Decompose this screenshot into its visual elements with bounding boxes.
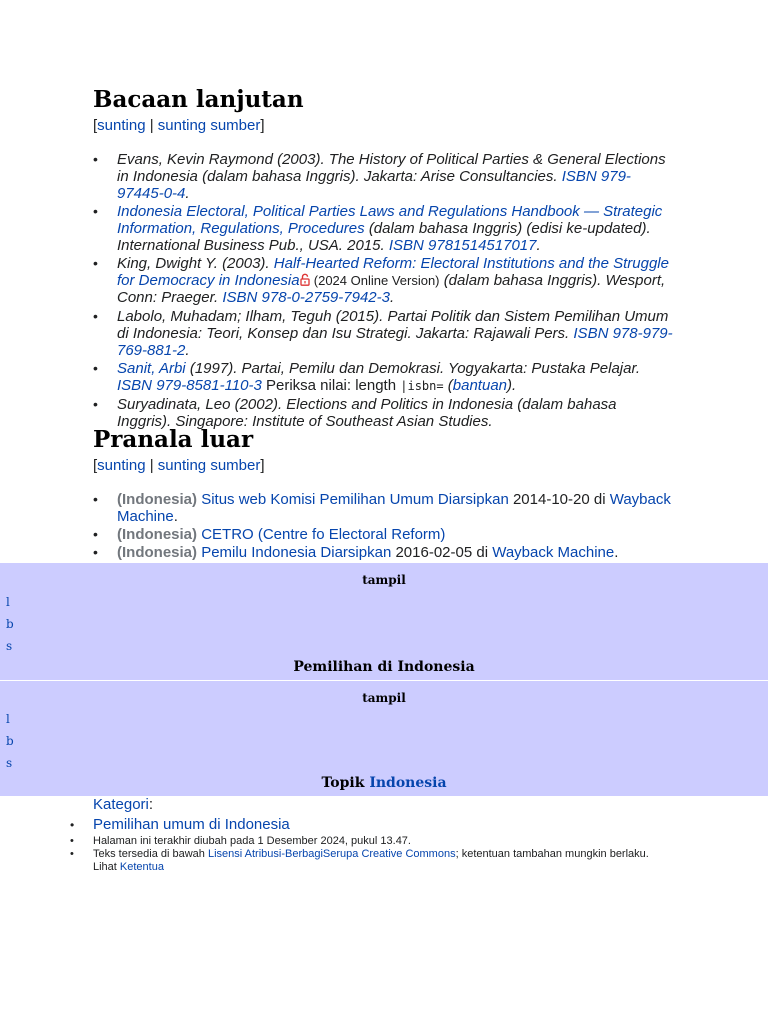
ref-title-link[interactable]: Indonesia Electoral, Political Parties Laws and Regulations Handbook — Strategic Information, Regulations, Procedures (117, 203, 663, 238)
section-heading-external-links: Pranala luar (93, 426, 254, 453)
isbn-error-text: Periksa nilai: length (266, 376, 397, 394)
ref-edition: (edisi ke-updated). International Business Pub., USA. 2015. (117, 220, 651, 255)
navbox-title-link[interactable]: Indonesia (369, 775, 447, 791)
external-link[interactable]: Situs web Komisi Pemilihan Umum Diarsipkan (201, 491, 509, 508)
ref-language: (dalam bahasa Inggris) (443, 272, 598, 290)
help-link[interactable]: bantuan (452, 376, 508, 394)
isbn-label-link[interactable]: ISBN (388, 237, 424, 255)
list-item: • Labolo, Muhadam; Ilham, Teguh (2015). Partai Politik dan Sistem Pemilihan Umum di Indonesia: Teori, Konsep dan Isu Strategi. Jakarta: Rajawali Pers. ISBN 978-979-769-881-2. (93, 308, 673, 359)
ref-language: (dalam bahasa Inggris) (117, 395, 617, 430)
categories: Kategori: • Pemilihan umum di Indonesia (93, 795, 673, 835)
list-item: • Indonesia Electoral, Political Parties Laws and Regulations Handbook — Strategic Information, Regulations, Procedures (dalam bahasa Inggris) (edisi ke-updated). International Business Pub., USA. 2015. ISBN 9781514517017. (93, 203, 673, 254)
language-label: (Indonesia) (117, 491, 198, 508)
ref-title-link[interactable]: Half-Hearted Reform: Electoral Institutions and the Struggle for Democracy in Indonesia (117, 255, 669, 290)
last-modified-text: Halaman ini terakhir diubah pada 1 Desember 2024, pukul 13.47. (93, 835, 411, 847)
wayback-link[interactable]: Wayback Machine (117, 491, 671, 525)
ref-publisher: . Singapore: Institute of Southeast Asian Studies. (167, 412, 493, 430)
license-link[interactable]: Lisensi Atribusi-BerbagiSerupa Creative Commons (207, 848, 456, 860)
ref-publisher: . Wesport, Conn: Praeger. (117, 272, 666, 307)
category-link[interactable]: Pemilihan umum di Indonesia (93, 816, 290, 833)
navbox-toggle[interactable]: tampil (362, 573, 406, 587)
license-prefix: Teks tersedia di bawah (93, 848, 205, 860)
list-item: • Evans, Kevin Raymond (2003). The History of Political Parties & General Elections in Indonesia (dalam bahasa Inggris). Jakarta: Arise Consultancies. ISBN 979-97445-0-4. (93, 151, 673, 202)
language-label: (Indonesia) (117, 544, 198, 562)
ref-title: Partai Politik dan Sistem Pemilihan Umum di Indonesia: Teori, Konsep dan Isu Strategi (117, 307, 669, 342)
list-item (93, 396, 673, 430)
edit-section-links: [sunting | sunting sumber] (93, 117, 265, 134)
navbox-edit-link[interactable]: s (6, 639, 13, 653)
navbox-edit-link[interactable]: s (6, 756, 13, 770)
edit-link[interactable]: sunting (97, 117, 146, 134)
navbox-view-link[interactable]: l (6, 595, 10, 609)
terms-link[interactable]: Ketentua (119, 861, 164, 873)
ref-title: Elections and Politics in Indonesia (286, 395, 514, 413)
archive-date: 2016-02-05 (395, 544, 473, 562)
section-heading-further-reading: Bacaan lanjutan (93, 86, 304, 113)
categories-link[interactable]: Kategori (93, 796, 149, 813)
isbn-label-link[interactable]: ISBN (222, 289, 258, 307)
archive-preposition: di (593, 491, 606, 508)
footer-last-modified: • Halaman ini terakhir diubah pada 1 Desember 2024, pukul 13.47. (70, 835, 411, 847)
footer (70, 835, 653, 874)
external-link-list (93, 491, 673, 561)
edit-source-link[interactable]: sunting sumber (157, 457, 261, 474)
external-link[interactable]: CETRO (Centre fo Electoral Reform) (201, 526, 446, 544)
navbox-talk-link[interactable]: b (6, 617, 14, 631)
ref-author: King, Dwight Y. (2003). (117, 255, 270, 273)
edit-source-link[interactable]: sunting sumber (157, 117, 261, 134)
isbn-link[interactable]: 9781514517017 (428, 237, 537, 255)
isbn-link[interactable]: 978-0-2759-7942-3 (261, 289, 390, 307)
isbn-error-code: |isbn= (400, 378, 444, 393)
ref-author: Suryadinata, Leo (2002). (117, 395, 283, 413)
ref-year: (1997). (189, 359, 238, 377)
isbn-label-link[interactable]: ISBN (117, 376, 153, 394)
navbox-view-link[interactable]: l (6, 712, 10, 726)
list-item (93, 526, 673, 543)
isbn-link[interactable]: 979-8581-110-3 (156, 376, 262, 394)
navbox-title: Pemilihan di Indonesia (293, 659, 475, 675)
ref-author-link[interactable]: Sanit, Arbi (117, 359, 186, 377)
ref-publisher: . Jakarta: Arise Consultancies. (355, 168, 558, 185)
list-item: • Sanit, Arbi (1997). Partai, Pemilu dan Demokrasi. Yogyakarta: Pustaka Pelajar. ISBN 979-8581-110-3 Periksa nilai: length |isbn= (bantuan). (93, 360, 673, 395)
edit-section-links: [sunting | sunting sumber] (93, 457, 265, 474)
external-links-section (93, 426, 673, 563)
external-link[interactable]: Pemilu Indonesia Diarsipkan (201, 544, 392, 562)
ref-author: Evans, Kevin Raymond (2003). (117, 151, 325, 168)
ref-language: (dalam bahasa Inggris) (202, 168, 356, 185)
navbox-title (0, 775, 768, 791)
navbox-elections (0, 563, 768, 680)
isbn-link[interactable]: 979-97445-0-4 (117, 168, 631, 202)
navbox-talk-link[interactable]: b (6, 734, 14, 748)
reference-list (93, 151, 673, 430)
archive-date: 2014-10-20 (512, 491, 590, 508)
ref-title: The History of Political Parties & General Elections in Indonesia (117, 151, 666, 185)
isbn-label-link[interactable]: ISBN (561, 168, 597, 185)
list-item: • (Indonesia) Situs web Komisi Pemilihan Umum Diarsipkan 2014-10-20 di Wayback Machine. (93, 491, 673, 525)
ref-language: (dalam bahasa Inggris) (368, 220, 523, 238)
list-item: • King, Dwight Y. (2003). Half-Hearted Reform: Electoral Institutions and the Struggle for Democracy in Indonesia (2024 Online Version) (dalam bahasa Inggris). Wesport, Conn: Praeger. ISBN 978-0-2759-7942-3. (93, 255, 673, 306)
navbox-indonesia (0, 681, 768, 796)
ref-title: Partai, Pemilu dan Demokrasi (241, 359, 440, 377)
archive-preposition: di (476, 544, 489, 562)
footer-license: • Teks tersedia di bawah Lisensi Atribusi-BerbagiSerupa Creative Commons; ketentuan tambahan mungkin berlaku. Lihat Ketentua (70, 848, 649, 873)
list-item: • Pemilihan umum di Indonesia (70, 816, 290, 833)
navbox-title-prefix: Topik (321, 775, 365, 791)
wayback-link[interactable]: Wayback Machine (492, 544, 615, 562)
isbn-label-link[interactable]: ISBN (573, 324, 609, 342)
lock-icon (300, 273, 310, 286)
ref-author: Labolo, Muhadam; Ilham, Teguh (2015). (117, 307, 384, 325)
list-item: • (Indonesia) Pemilu Indonesia Diarsipkan 2016-02-05 di Wayback Machine. (93, 544, 673, 561)
isbn-link[interactable]: 978-979-769-881-2 (117, 324, 673, 359)
ref-version: (2024 Online Version) (313, 273, 440, 289)
edit-link[interactable]: sunting (97, 457, 146, 474)
license-suffix: ; ketentuan tambahan mungkin berlaku. Lihat (93, 848, 649, 873)
language-label: (Indonesia) (117, 526, 198, 544)
navbox-toggle[interactable]: tampil (362, 691, 406, 705)
ref-publisher: . Jakarta: Rajawali Pers. (407, 324, 570, 342)
ref-publisher: . Yogyakarta: Pustaka Pelajar. (439, 359, 641, 377)
further-reading-section (93, 86, 673, 431)
